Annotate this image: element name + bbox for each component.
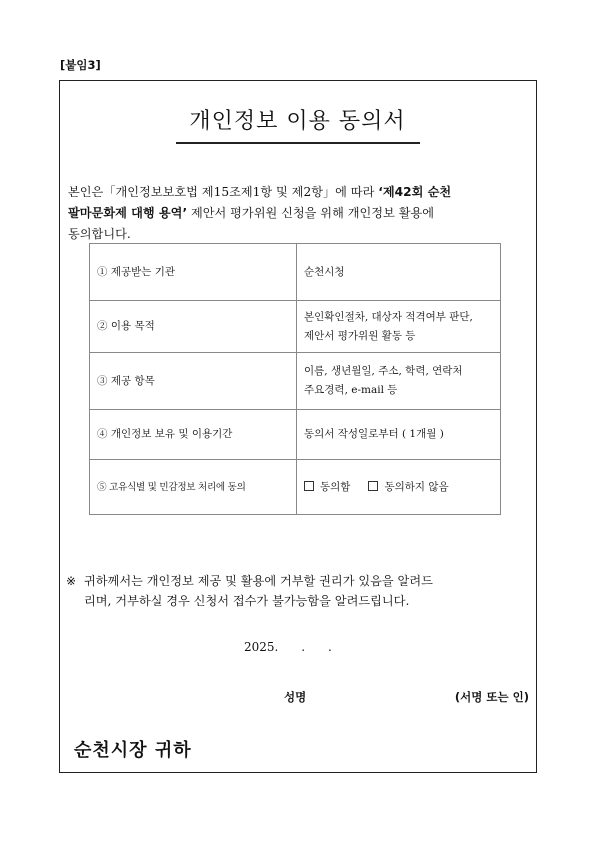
recipient-line: 순천시장 귀하 bbox=[74, 740, 192, 761]
project-name-part-2: 팔마문화제 대행 용역’ bbox=[68, 206, 188, 220]
row-value: 순천시청 bbox=[297, 244, 501, 301]
signature-name-label: 성명 bbox=[284, 690, 307, 704]
checkbox-icon bbox=[304, 481, 314, 491]
table-row bbox=[90, 301, 501, 353]
row-label: ④ 개인정보 보유 및 이용기간 bbox=[90, 410, 297, 460]
reference-mark-icon: ※ bbox=[66, 574, 77, 588]
intro-text: 제안서 평가위원 신청을 위해 개인정보 활용에 bbox=[187, 206, 435, 220]
notice-line-1: 귀하께서는 개인정보 제공 및 활용에 거부할 권리가 있음을 알려드 bbox=[84, 574, 433, 588]
row-value: 동의서 작성일로부터 ( 1개월 ) bbox=[297, 410, 501, 460]
consent-statement bbox=[68, 182, 530, 245]
project-name-part-1: ‘제42회 순천 bbox=[378, 185, 452, 199]
attachment-label: [붙임3] bbox=[60, 58, 101, 72]
checkbox-icon bbox=[368, 481, 378, 491]
notice-line-2: 리며, 거부하실 경우 신청서 접수가 불가능함을 알려드립니다. bbox=[84, 594, 410, 608]
signature-note: (서명 또는 인) bbox=[454, 690, 529, 704]
intro-line-3: 동의합니다. bbox=[68, 227, 131, 241]
disagree-label: 동의하지 않음 bbox=[384, 480, 449, 493]
row-value bbox=[297, 353, 501, 410]
row-label: ③ 제공 항목 bbox=[90, 353, 297, 410]
agree-label: 동의함 bbox=[320, 480, 351, 493]
value-line: 이름, 생년월일, 주소, 학력, 연락처 bbox=[304, 365, 463, 377]
table-row bbox=[90, 353, 501, 410]
row-label: ① 제공받는 기관 bbox=[90, 244, 297, 301]
intro-text: 본인은「개인정보보호법 제15조제1항 및 제2항」에 따라 bbox=[68, 185, 379, 199]
table-row bbox=[90, 244, 501, 301]
rights-notice bbox=[66, 571, 536, 611]
row-label: ⑤ 고유식별 및 민감정보 처리에 동의 bbox=[90, 460, 297, 515]
value-line: 주요경력, e-mail 등 bbox=[304, 384, 398, 396]
table-row bbox=[90, 410, 501, 460]
row-label: ② 이용 목적 bbox=[90, 301, 297, 353]
value-line: 본인확인절차, 대상자 적격여부 판단, bbox=[304, 310, 473, 323]
intro-line-2 bbox=[68, 203, 530, 224]
table-row bbox=[90, 460, 501, 515]
consent-table bbox=[89, 243, 501, 515]
title-underline bbox=[176, 142, 420, 144]
row-value bbox=[297, 460, 501, 515]
agree-checkbox[interactable] bbox=[304, 481, 350, 493]
document-title: 개인정보 이용 동의서 bbox=[189, 109, 406, 134]
row-value bbox=[297, 301, 501, 353]
date-field[interactable]: 2025. . . bbox=[244, 640, 332, 654]
value-line: 제안서 평가위원 활동 등 bbox=[304, 329, 416, 342]
disagree-checkbox[interactable] bbox=[368, 481, 448, 493]
intro-line-1 bbox=[68, 182, 530, 203]
